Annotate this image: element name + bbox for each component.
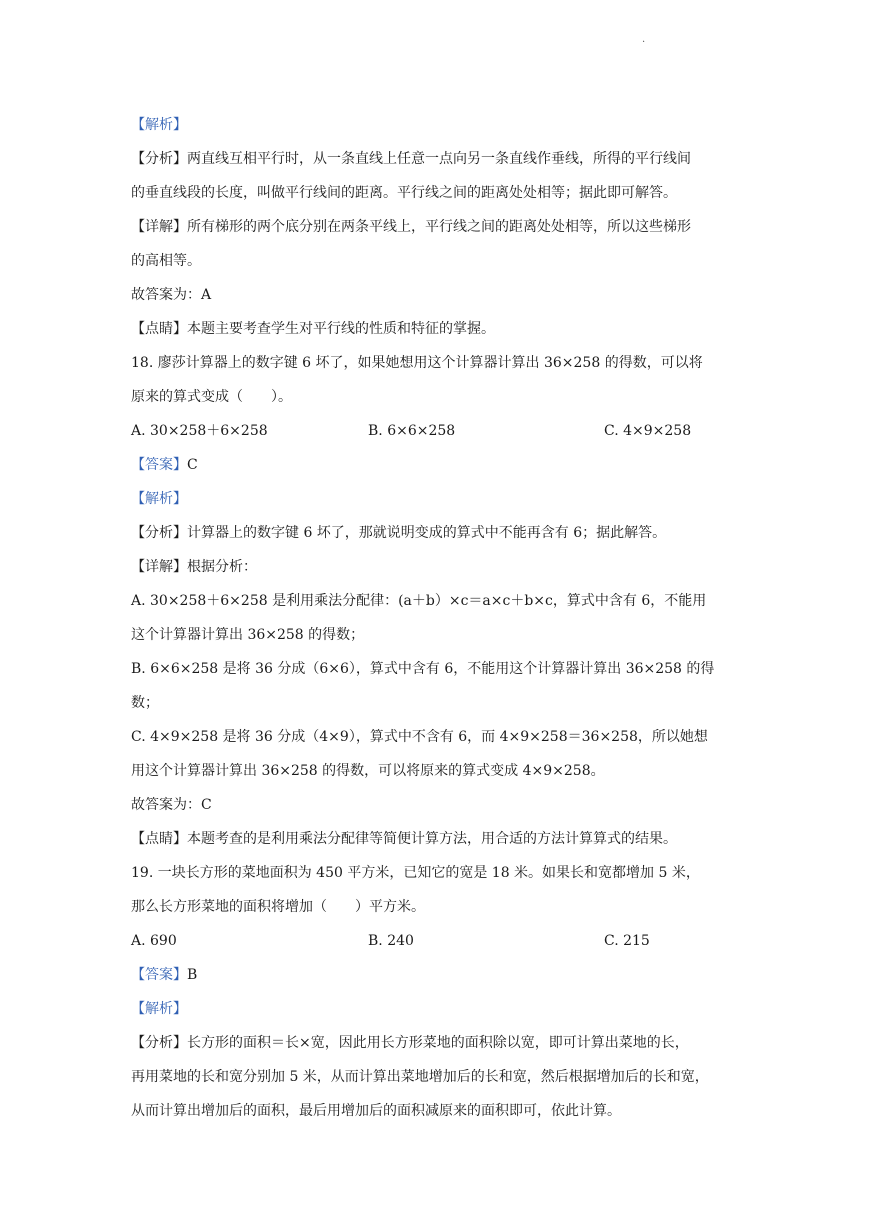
analysis-text: 长方形的面积＝长×宽，因此用长方形菜地的面积除以宽，即可计算出菜地的长， [187, 1035, 689, 1051]
question-19-options [131, 924, 741, 958]
option-a: A. 30×258＋6×258 [131, 423, 268, 439]
analysis-text: 两直线互相平行时，从一条直线上任意一点向另一条直线作垂线，所得的平行线间 [187, 151, 691, 167]
detail-a-line: A. 30×258＋6×258 是利用乘法分配律：(a＋b）×c＝a×c＋b×c，算式中含有 6，不能用 [131, 593, 707, 609]
comment-line [131, 312, 741, 346]
comment-tag: 【点睛】 [131, 831, 187, 847]
detail-line [131, 210, 741, 244]
document-page [131, 108, 741, 1128]
detail-line [131, 550, 741, 584]
detail-c-line: C. 4×9×258 是将 36 分成（4×9），算式中不含有 6，而 4×9×258＝36×258，所以她想 [131, 729, 708, 745]
answer-statement: 故答案为：C [131, 797, 212, 813]
answer-line [131, 958, 741, 992]
answer-statement: 故答案为：A [131, 287, 212, 303]
detail-tag: 【详解】 [131, 559, 187, 575]
analysis-line-cont: 的垂直线段的长度，叫做平行线间的距离。平行线之间的距离处处相等；据此即可解答。 [131, 185, 677, 201]
analysis-heading: 【解析】 [131, 491, 187, 507]
answer-line [131, 448, 741, 482]
page-marker: . [642, 34, 646, 45]
question-19-stem-cont: 那么长方形菜地的面积将增加（ ）平方米。 [131, 899, 425, 915]
analysis-line [131, 516, 741, 550]
analysis-line [131, 142, 741, 176]
analysis-text: 计算器上的数字键 6 坏了，那就说明变成的算式中不能再含有 6；据此解答。 [187, 525, 667, 541]
analysis-tag: 【分析】 [131, 1035, 187, 1051]
option-b: B. 6×6×258 [368, 423, 456, 439]
question-18-options [131, 414, 741, 448]
analysis-line [131, 1026, 741, 1060]
detail-text: 根据分析： [187, 559, 257, 575]
answer-value: B [187, 967, 198, 983]
comment-line [131, 822, 741, 856]
question-19-stem: 19. 一块长方形的菜地面积为 450 平方米，已知它的宽是 18 米。如果长和宽都增加 5 米， [131, 865, 700, 881]
detail-a-line-cont: 这个计算器计算出 36×258 的得数； [131, 627, 365, 643]
answer-tag: 【答案】 [131, 457, 187, 473]
detail-tag: 【详解】 [131, 219, 187, 235]
analysis-tag: 【分析】 [131, 151, 187, 167]
question-18-stem-cont: 原来的算式变成（ ）。 [131, 389, 292, 405]
analysis-line-cont: 再用菜地的长和宽分别加 5 米，从而计算出菜地增加后的长和宽，然后根据增加后的长和宽， [131, 1069, 709, 1085]
comment-tag: 【点睛】 [131, 321, 187, 337]
analysis-tag: 【分析】 [131, 525, 187, 541]
detail-c-line-cont: 用这个计算器计算出 36×258 的得数，可以将原来的算式变成 4×9×258。 [131, 763, 605, 779]
comment-text: 本题考查的是利用乘法分配律等简便计算方法，用合适的方法计算算式的结果。 [187, 831, 677, 847]
comment-text: 本题主要考查学生对平行线的性质和特征的掌握。 [187, 321, 495, 337]
answer-tag: 【答案】 [131, 967, 187, 983]
detail-text: 所有梯形的两个底分别在两条平线上，平行线之间的距离处处相等，所以这些梯形 [187, 219, 691, 235]
option-a: A. 690 [131, 933, 177, 949]
analysis-heading: 【解析】 [131, 117, 187, 133]
analysis-heading: 【解析】 [131, 1001, 187, 1017]
detail-b-line-cont: 数； [131, 695, 159, 711]
detail-line-cont: 的高相等。 [131, 253, 201, 269]
option-c: C. 4×9×258 [604, 423, 692, 439]
detail-b-line: B. 6×6×258 是将 36 分成（6×6），算式中含有 6，不能用这个计算器计算出 36×258 的得 [131, 661, 715, 677]
option-b: B. 240 [368, 933, 414, 949]
option-c: C. 215 [604, 933, 650, 949]
answer-value: C [187, 457, 198, 473]
question-18-stem: 18. 廖莎计算器上的数字键 6 坏了，如果她想用这个计算器计算出 36×258 的得数，可以将 [131, 355, 703, 371]
analysis-line-cont: 从而计算出增加后的面积，最后用增加后的面积减原来的面积即可，依此计算。 [131, 1103, 621, 1119]
